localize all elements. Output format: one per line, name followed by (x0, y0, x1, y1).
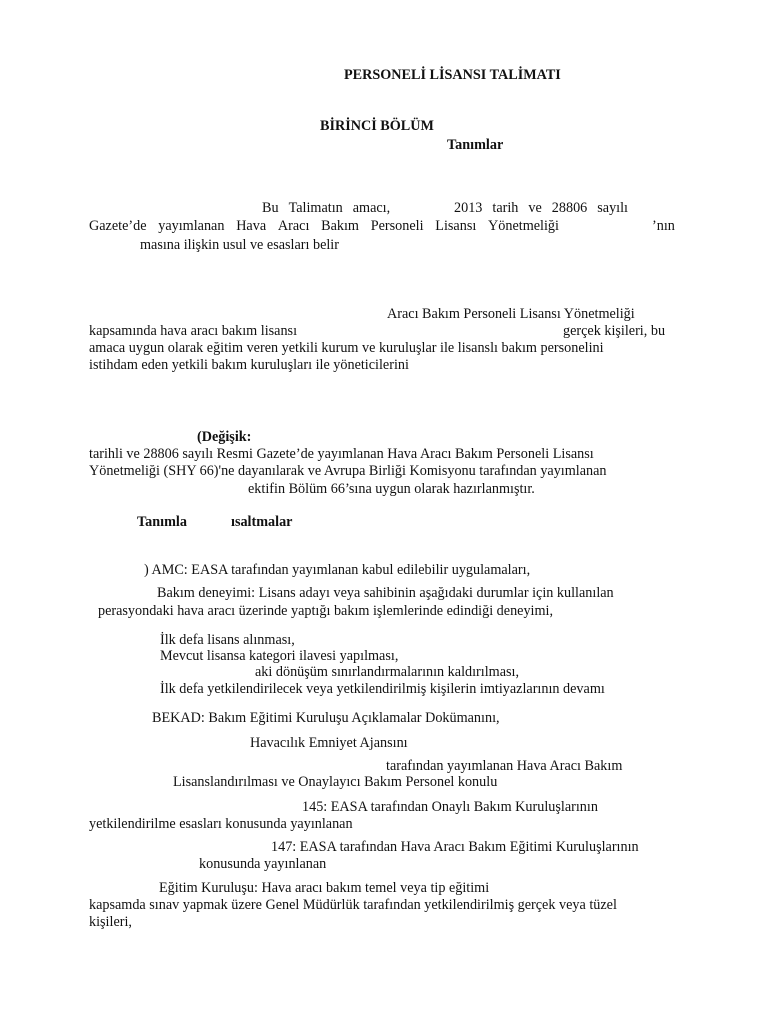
purpose-word: amacı, (352, 200, 391, 216)
basis-line-1: tarihli ve 28806 sayılı Resmi Gazete’de yayımlanan Hava Aracı Bakım Personeli Lisansı (89, 446, 594, 462)
basis-heading: (Değişik: (197, 429, 252, 445)
purpose-word: sayılı (597, 200, 628, 216)
purpose-word: Lisansı (435, 218, 477, 234)
definition-part145-line-1: 145: EASA tarafından Onaylı Bakım Kuruluşlarının (302, 799, 598, 815)
scope-line-2b: gerçek kişileri, bu (563, 323, 666, 339)
scope-line-3: amaca uygun olarak eğitim veren yetkili kurum ve kuruluşlar ile lisanslı bakım personelini (89, 340, 604, 356)
purpose-word: Hava (236, 218, 267, 234)
definition-part147-line-2: konusunda yayınlanan (199, 856, 327, 872)
purpose-line-2 (89, 218, 559, 235)
section-heading-definitions: Tanımlar (447, 137, 504, 153)
definition-experience-line-2: perasyondaki hava aracı üzerinde yaptığı bakım işlemlerinde edindiği deneyimi, (98, 603, 554, 619)
purpose-word: Aracı (277, 218, 310, 234)
basis-line-3: ektifin Bölüm 66’sına uygun olarak hazırlanmıştır. (248, 481, 535, 497)
purpose-word: 28806 (551, 200, 588, 216)
purpose-word: Talimatın (288, 200, 343, 216)
experience-item-4: İlk defa yetkilendirilecek veya yetkilendirilmiş kişilerin imtiyazlarının devamı (160, 681, 605, 697)
purpose-word: Gazete’de (89, 218, 147, 234)
chapter-heading: BİRİNCİ BÖLÜM (320, 118, 434, 134)
definition-part66-line-1: tarafından yayımlanan Hava Aracı Bakım (386, 758, 623, 774)
experience-item-3: aki dönüşüm sınırlandırmalarının kaldırılması, (255, 664, 519, 680)
definition-experience-line-1: Bakım deneyimi: Lisans adayı veya sahibinin aşağıdaki durumlar için kullanılan (157, 585, 614, 601)
definition-training-org-line-1: Eğitim Kuruluşu: Hava aracı bakım temel veya tip eğitimi (159, 880, 490, 896)
purpose-line-1 (262, 200, 628, 217)
purpose-word: Personeli (370, 218, 424, 234)
scope-line-2a: kapsamında hava aracı bakım lisansı (89, 323, 298, 339)
experience-item-1: İlk defa lisans alınması, (160, 632, 295, 648)
definitions-heading-part-1: Tanımla (137, 514, 187, 530)
definition-agency: Havacılık Emniyet Ajansını (250, 735, 408, 751)
purpose-word: ve (528, 200, 542, 216)
definition-training-org-line-2: kapsamda sınav yapmak üzere Genel Müdürlük tarafından yetkilendirilmiş gerçek veya tüzel (89, 897, 617, 913)
purpose-line-3: masına ilişkin usul ve esasları belir (140, 237, 339, 253)
definition-part147-line-1: 147: EASA tarafından Hava Aracı Bakım Eğitimi Kuruluşlarının (271, 839, 639, 855)
experience-item-2: Mevcut lisansa kategori ilavesi yapılması, (160, 648, 399, 664)
definition-amc: ) AMC: EASA tarafından yayımlanan kabul edilebilir uygulamaları, (144, 562, 531, 578)
purpose-word: 2013 (454, 200, 483, 216)
purpose-word: yayımlanan (158, 218, 225, 234)
scope-line-1: Aracı Bakım Personeli Lisansı Yönetmeliği (387, 306, 635, 322)
purpose-word: Bu (262, 200, 279, 216)
definition-part145-line-2: yetkilendirilme esasları konusunda yayınlanan (89, 816, 353, 832)
basis-line-2: Yönetmeliği (SHY 66)'ne dayanılarak ve Avrupa Birliği Komisyonu tarafından yayımlanan (89, 463, 607, 479)
definitions-heading-part-2: ısaltmalar (231, 514, 293, 530)
purpose-word: tarih (492, 200, 519, 216)
definition-bekad: BEKAD: Bakım Eğitimi Kuruluşu Açıklamalar Dokümanını, (152, 710, 500, 726)
document-title: PERSONELİ LİSANSI TALİMATI (344, 67, 561, 83)
purpose-line-2-end: ’nın (652, 218, 675, 234)
purpose-word: Yönetmeliği (488, 218, 559, 234)
definition-part66-line-2: Lisanslandırılması ve Onaylayıcı Bakım Personel konulu (173, 774, 498, 790)
purpose-word: Bakım (321, 218, 359, 234)
scope-line-4: istihdam eden yetkili bakım kuruluşları ile yöneticilerini (89, 357, 409, 373)
definition-training-org-line-3: kişileri, (89, 914, 132, 930)
